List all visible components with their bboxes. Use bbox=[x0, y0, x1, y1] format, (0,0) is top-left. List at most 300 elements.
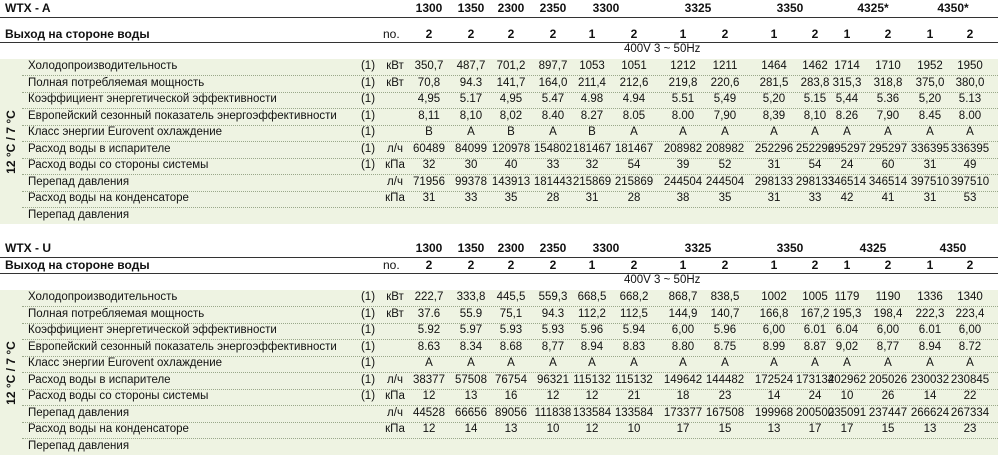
models-header-row bbox=[0, 0, 998, 16]
value-cell: 167,2 bbox=[800, 307, 830, 320]
table-row bbox=[22, 307, 998, 324]
footnote-ref: (1) bbox=[360, 93, 376, 105]
value-cell: 8.83 bbox=[622, 340, 646, 353]
unit-label: л/ч bbox=[387, 406, 403, 419]
value-cell: 8.99 bbox=[762, 340, 786, 353]
footnote-ref: (1) bbox=[360, 76, 376, 89]
value-cell: 6,00 bbox=[671, 324, 695, 336]
voltage-label: 400V 3 ~ 50Hz bbox=[624, 274, 701, 286]
value-cell: 380,0 bbox=[955, 76, 985, 89]
value-cell: 8,77 bbox=[876, 340, 900, 353]
value-cell: A bbox=[811, 357, 819, 369]
value-cell: 10 bbox=[627, 423, 641, 435]
rule bbox=[0, 273, 998, 274]
value-cell: 112,5 bbox=[620, 307, 648, 320]
value-cell: 318,8 bbox=[873, 76, 903, 89]
value-cell: 8.05 bbox=[622, 109, 646, 122]
value-cell: 89056 bbox=[495, 406, 527, 419]
circuit-count: 2 bbox=[630, 258, 638, 272]
value-cell: A bbox=[884, 357, 892, 369]
circuit-count: 2 bbox=[721, 258, 729, 272]
value-cell: 31 bbox=[923, 159, 937, 171]
value-cell: 33 bbox=[546, 159, 560, 171]
value-cell: 53 bbox=[963, 192, 977, 204]
model-col: 3325 bbox=[684, 1, 712, 15]
value-cell: 8,10 bbox=[803, 109, 827, 122]
value-cell: 6.01 bbox=[803, 324, 827, 336]
parameter-label: Перепад давления bbox=[28, 208, 130, 221]
value-cell: 17 bbox=[840, 423, 854, 435]
circuit-count: 2 bbox=[721, 27, 729, 41]
value-cell: A bbox=[549, 357, 557, 369]
value-cell: 10 bbox=[546, 423, 560, 435]
parameter-label: Европейский сезонный показатель энергоэффективности bbox=[28, 340, 337, 353]
value-cell: 17 bbox=[676, 423, 690, 435]
table-row bbox=[22, 439, 998, 456]
circuit-count: 2 bbox=[507, 258, 515, 272]
value-cell: 1462 bbox=[802, 60, 828, 72]
value-cell: 115132 bbox=[573, 373, 611, 386]
value-cell: 346514 bbox=[868, 175, 908, 188]
value-cell: 8.72 bbox=[958, 340, 982, 353]
value-cell: 12 bbox=[422, 423, 436, 435]
value-cell: A bbox=[630, 126, 638, 138]
value-cell: 1190 bbox=[875, 291, 901, 303]
value-cell: 14 bbox=[464, 423, 478, 435]
value-cell: 868,7 bbox=[668, 291, 698, 303]
value-cell: 38 bbox=[676, 192, 690, 204]
value-cell: B bbox=[588, 126, 596, 138]
value-cell: 31 bbox=[923, 192, 937, 204]
value-cell: 12 bbox=[585, 390, 599, 402]
circuit-count: 2 bbox=[425, 258, 433, 272]
value-cell: 164,0 bbox=[538, 76, 568, 89]
value-cell: 172524 bbox=[754, 373, 794, 386]
parameter-label: Коэффициент энергетической эффективности bbox=[28, 324, 277, 336]
value-cell: A bbox=[467, 357, 475, 369]
value-cell: 8.27 bbox=[580, 109, 604, 122]
value-cell: 111838 bbox=[534, 406, 572, 419]
value-cell: 5,49 bbox=[713, 93, 737, 105]
circuit-count: 1 bbox=[770, 27, 778, 41]
water-side-label: Выход на стороне воды bbox=[5, 258, 150, 272]
value-cell: 5.93 bbox=[499, 324, 523, 336]
value-cell: 133584 bbox=[614, 406, 654, 419]
value-cell: 8,77 bbox=[541, 340, 565, 353]
table-row bbox=[22, 406, 998, 423]
value-cell: 120978 bbox=[491, 142, 531, 155]
value-cell: 14 bbox=[767, 390, 781, 402]
value-cell: 5.47 bbox=[541, 93, 565, 105]
value-cell: A bbox=[770, 357, 778, 369]
footnote-ref: (1) bbox=[360, 340, 376, 353]
value-cell: 76754 bbox=[495, 373, 527, 386]
value-cell: 219,8 bbox=[668, 76, 698, 89]
value-cell: 668,5 bbox=[577, 291, 607, 303]
value-cell: 8.00 bbox=[671, 109, 695, 122]
parameter-label: Перепад давления bbox=[28, 439, 130, 452]
value-cell: 141,7 bbox=[496, 76, 526, 89]
value-cell: 18 bbox=[676, 390, 690, 402]
model-col: 2300 bbox=[497, 241, 525, 255]
voltage-label: 400V 3 ~ 50Hz bbox=[624, 43, 701, 55]
value-cell: 140,7 bbox=[710, 307, 740, 320]
value-cell: 1464 bbox=[761, 60, 787, 72]
model-col: 1350 bbox=[457, 1, 485, 15]
circuits-row bbox=[0, 257, 998, 273]
section-title: WTX - U bbox=[5, 241, 51, 255]
value-cell: 267334 bbox=[950, 406, 990, 419]
value-cell: 30 bbox=[464, 159, 478, 171]
value-cell: 38377 bbox=[413, 373, 445, 386]
circuit-count: 2 bbox=[425, 27, 433, 41]
parameter-label: Класс энергии Eurovent охлаждение bbox=[28, 126, 223, 138]
value-cell: 5.92 bbox=[417, 324, 441, 336]
unit-label: кВт bbox=[386, 76, 404, 89]
value-cell: A bbox=[770, 126, 778, 138]
value-cell: 701,2 bbox=[496, 60, 526, 72]
value-cell: 8.68 bbox=[499, 340, 523, 353]
value-cell: 44528 bbox=[413, 406, 445, 419]
value-cell: 8,02 bbox=[499, 109, 523, 122]
circuit-count: 2 bbox=[884, 27, 892, 41]
circuit-count: 1 bbox=[588, 258, 596, 272]
value-cell: 33 bbox=[808, 192, 822, 204]
value-cell: 70,8 bbox=[417, 76, 441, 89]
value-cell: 208982 bbox=[705, 142, 745, 155]
value-cell: 24 bbox=[808, 390, 822, 402]
value-cell: A bbox=[721, 126, 729, 138]
value-cell: 96321 bbox=[537, 373, 569, 386]
value-cell: 445,5 bbox=[496, 291, 526, 303]
value-cell: 5.36 bbox=[876, 93, 900, 105]
value-cell: B bbox=[425, 126, 433, 138]
footnote-ref: (1) bbox=[360, 357, 376, 369]
value-cell: 181467 bbox=[572, 142, 612, 155]
value-cell: 244504 bbox=[705, 175, 745, 188]
value-cell: 35 bbox=[504, 192, 518, 204]
value-cell: 5.96 bbox=[580, 324, 604, 336]
model-col: 1350 bbox=[457, 241, 485, 255]
table-row bbox=[22, 356, 998, 373]
model-col: 4350* bbox=[937, 1, 969, 15]
value-cell: 375,0 bbox=[915, 76, 945, 89]
section-title: WTX - A bbox=[5, 1, 51, 15]
value-cell: 195,3 bbox=[832, 307, 862, 320]
value-cell: 559,3 bbox=[538, 291, 568, 303]
value-cell: 23 bbox=[718, 390, 732, 402]
value-cell: 115132 bbox=[615, 373, 653, 386]
value-cell: 897,7 bbox=[538, 60, 568, 72]
unit-label: кВт bbox=[386, 307, 404, 320]
value-cell: 244504 bbox=[663, 175, 703, 188]
no-label: no. bbox=[383, 27, 400, 41]
value-cell: 15 bbox=[718, 423, 732, 435]
value-cell: A bbox=[630, 357, 638, 369]
table-row bbox=[22, 158, 998, 175]
value-cell: A bbox=[467, 126, 475, 138]
value-cell: 199968 bbox=[754, 406, 794, 419]
value-cell: 8.00 bbox=[958, 109, 982, 122]
circuit-count: 2 bbox=[467, 27, 475, 41]
circuit-count: 1 bbox=[926, 27, 934, 41]
circuit-count: 1 bbox=[679, 258, 687, 272]
value-cell: 295297 bbox=[868, 142, 908, 155]
table-row bbox=[22, 290, 998, 307]
circuits-row bbox=[0, 26, 998, 42]
unit-label: кПа bbox=[385, 159, 405, 171]
table-row bbox=[22, 340, 998, 357]
value-cell: 154802 bbox=[533, 142, 573, 155]
value-cell: 336395 bbox=[910, 142, 950, 155]
footnote-ref: (1) bbox=[360, 126, 376, 138]
value-cell: 8,39 bbox=[762, 109, 786, 122]
table-row bbox=[22, 373, 998, 390]
value-cell: 14 bbox=[923, 390, 937, 402]
circuit-count: 2 bbox=[507, 27, 515, 41]
parameter-label: Перепад давления bbox=[28, 406, 130, 419]
footnote-ref: (1) bbox=[360, 291, 376, 303]
value-cell: 223,4 bbox=[955, 307, 985, 320]
circuit-count: 2 bbox=[884, 258, 892, 272]
value-cell: 281,5 bbox=[759, 76, 789, 89]
value-cell: 5.15 bbox=[803, 93, 827, 105]
value-cell: 13 bbox=[464, 390, 478, 402]
value-cell: 838,5 bbox=[710, 291, 740, 303]
value-cell: 112,2 bbox=[578, 307, 606, 320]
table-row bbox=[22, 125, 998, 142]
value-cell: 215869 bbox=[572, 175, 612, 188]
value-cell: A bbox=[884, 126, 892, 138]
value-cell: A bbox=[507, 357, 515, 369]
value-cell: 55.9 bbox=[459, 307, 483, 320]
table-row bbox=[22, 191, 998, 208]
circuit-count: 1 bbox=[843, 27, 851, 41]
value-cell: 16 bbox=[504, 390, 518, 402]
unit-label: л/ч bbox=[387, 175, 403, 188]
parameter-label: Холодопроизводительность bbox=[28, 291, 178, 303]
value-cell: 71956 bbox=[413, 175, 445, 188]
value-cell: 149642 bbox=[663, 373, 703, 386]
value-cell: 198,4 bbox=[873, 307, 903, 320]
footnote-ref: (1) bbox=[360, 373, 376, 386]
value-cell: 13 bbox=[504, 423, 518, 435]
value-cell: 173134 bbox=[795, 373, 835, 386]
parameter-label: Расход воды в испарителе bbox=[28, 373, 171, 386]
table-row bbox=[22, 142, 998, 159]
value-cell: 60489 bbox=[413, 142, 445, 155]
value-cell: B bbox=[507, 126, 515, 138]
value-cell: 230032 bbox=[910, 373, 950, 386]
value-cell: 24 bbox=[840, 159, 854, 171]
value-cell: 39 bbox=[676, 159, 690, 171]
parameter-label: Расход воды на конденсаторе bbox=[28, 423, 189, 435]
model-col: 3350 bbox=[776, 1, 804, 15]
table-row bbox=[22, 323, 998, 340]
value-cell: 5.97 bbox=[459, 324, 483, 336]
circuit-count: 2 bbox=[966, 27, 974, 41]
value-cell: 181443 bbox=[533, 175, 573, 188]
value-cell: 66656 bbox=[455, 406, 487, 419]
value-cell: 202962 bbox=[827, 373, 867, 386]
value-cell: 222,7 bbox=[414, 291, 444, 303]
footnote-ref: (1) bbox=[360, 159, 376, 171]
no-label: no. bbox=[383, 258, 400, 272]
circuit-count: 2 bbox=[467, 258, 475, 272]
value-cell: 42 bbox=[840, 192, 854, 204]
value-cell: A bbox=[549, 126, 557, 138]
value-cell: A bbox=[966, 126, 974, 138]
table-row bbox=[22, 76, 998, 93]
parameter-label: Полная потребляемая мощность bbox=[28, 307, 205, 320]
value-cell: A bbox=[588, 357, 596, 369]
parameter-label: Расход воды в испарителе bbox=[28, 142, 171, 155]
circuit-count: 1 bbox=[843, 258, 851, 272]
value-cell: 200500 bbox=[795, 406, 835, 419]
value-cell: 5.94 bbox=[622, 324, 646, 336]
value-cell: 52 bbox=[718, 159, 732, 171]
value-cell: 8.87 bbox=[803, 340, 827, 353]
value-cell: 10 bbox=[840, 390, 854, 402]
footnote-ref: (1) bbox=[360, 142, 376, 155]
value-cell: 12 bbox=[546, 390, 560, 402]
value-cell: 350,7 bbox=[414, 60, 444, 72]
value-cell: A bbox=[679, 126, 687, 138]
value-cell: 8.94 bbox=[918, 340, 942, 353]
value-cell: 1340 bbox=[957, 291, 983, 303]
value-cell: 5,44 bbox=[835, 93, 859, 105]
value-cell: 668,2 bbox=[619, 291, 649, 303]
value-cell: 143913 bbox=[491, 175, 531, 188]
value-cell: 1211 bbox=[712, 60, 738, 72]
value-cell: 75,1 bbox=[499, 307, 523, 320]
value-cell: 1051 bbox=[621, 60, 647, 72]
value-cell: 54 bbox=[808, 159, 822, 171]
value-cell: 1002 bbox=[761, 291, 787, 303]
value-cell: 230845 bbox=[950, 373, 990, 386]
value-cell: 99378 bbox=[455, 175, 487, 188]
value-cell: A bbox=[843, 357, 851, 369]
model-col: 1300 bbox=[415, 241, 443, 255]
value-cell: 8.45 bbox=[918, 109, 942, 122]
table-row bbox=[22, 59, 998, 76]
value-cell: 26 bbox=[881, 390, 895, 402]
value-cell: 6.04 bbox=[835, 324, 859, 336]
model-col: 2350 bbox=[539, 1, 567, 15]
value-cell: A bbox=[926, 357, 934, 369]
value-cell: 212,6 bbox=[619, 76, 649, 89]
value-cell: 5.13 bbox=[958, 93, 982, 105]
value-cell: 31 bbox=[422, 192, 436, 204]
model-col: 2350 bbox=[539, 241, 567, 255]
value-cell: 60 bbox=[881, 159, 895, 171]
table-row bbox=[22, 208, 998, 225]
parameter-label: Холодопроизводительность bbox=[28, 60, 178, 72]
value-cell: 8,11 bbox=[418, 109, 440, 122]
parameter-label: Расход воды на конденсаторе bbox=[28, 192, 189, 204]
value-cell: 220,6 bbox=[710, 76, 740, 89]
value-cell: A bbox=[926, 126, 934, 138]
value-cell: 8.40 bbox=[541, 109, 565, 122]
circuit-count: 1 bbox=[926, 258, 934, 272]
parameter-label: Класс энергии Eurovent охлаждение bbox=[28, 357, 223, 369]
footnote-ref: (1) bbox=[360, 307, 376, 320]
value-cell: 215869 bbox=[614, 175, 654, 188]
value-cell: 5.17 bbox=[459, 93, 483, 105]
value-cell: 1714 bbox=[834, 60, 860, 72]
footnote-ref: (1) bbox=[360, 109, 376, 122]
value-cell: 8.63 bbox=[417, 340, 441, 353]
footnote-ref: (1) bbox=[360, 60, 376, 72]
value-cell: 6,00 bbox=[876, 324, 900, 336]
table-row bbox=[22, 175, 998, 192]
value-cell: 133584 bbox=[572, 406, 612, 419]
value-cell: 41 bbox=[881, 192, 895, 204]
value-cell: A bbox=[721, 357, 729, 369]
temperature-side-label: 12 °C / 7 °C bbox=[4, 340, 18, 405]
value-cell: 487,7 bbox=[456, 60, 486, 72]
model-col: 2300 bbox=[497, 1, 525, 15]
value-cell: 5,20 bbox=[918, 93, 942, 105]
data-body bbox=[0, 290, 998, 455]
parameter-label: Коэффициент энергетической эффективности bbox=[28, 93, 277, 105]
value-cell: 266624 bbox=[910, 406, 950, 419]
value-cell: 28 bbox=[546, 192, 560, 204]
circuit-count: 1 bbox=[770, 258, 778, 272]
value-cell: 166,8 bbox=[759, 307, 789, 320]
value-cell: 57508 bbox=[455, 373, 487, 386]
value-cell: 252296 bbox=[754, 142, 794, 155]
value-cell: 237447 bbox=[868, 406, 908, 419]
rule bbox=[0, 42, 998, 43]
value-cell: 8,10 bbox=[459, 109, 483, 122]
value-cell: 33 bbox=[464, 192, 478, 204]
value-cell: 4.94 bbox=[622, 93, 646, 105]
value-cell: 1212 bbox=[670, 60, 696, 72]
value-cell: 8.34 bbox=[459, 340, 483, 353]
value-cell: 222,3 bbox=[915, 307, 945, 320]
value-cell: 298133 bbox=[795, 175, 835, 188]
value-cell: 23 bbox=[963, 423, 977, 435]
table-row bbox=[22, 389, 998, 406]
value-cell: 205026 bbox=[868, 373, 908, 386]
footnote-ref: (1) bbox=[360, 324, 376, 336]
value-cell: 22 bbox=[963, 390, 977, 402]
model-col: 3300 bbox=[592, 1, 620, 15]
value-cell: 7,90 bbox=[876, 109, 900, 122]
parameter-label: Расход воды со стороны системы bbox=[28, 390, 209, 402]
value-cell: 252296 bbox=[795, 142, 835, 155]
circuit-count: 2 bbox=[630, 27, 638, 41]
value-cell: 181467 bbox=[614, 142, 654, 155]
model-col: 3350 bbox=[776, 241, 804, 255]
table-row bbox=[22, 109, 998, 126]
value-cell: 32 bbox=[585, 159, 599, 171]
value-cell: 336395 bbox=[950, 142, 990, 155]
unit-label: кПа bbox=[385, 192, 405, 204]
value-cell: 35 bbox=[718, 192, 732, 204]
value-cell: 167508 bbox=[705, 406, 745, 419]
value-cell: 12 bbox=[422, 390, 436, 402]
model-col: 3300 bbox=[592, 241, 620, 255]
value-cell: 315,3 bbox=[832, 76, 862, 89]
unit-label: кВт bbox=[386, 291, 404, 303]
value-cell: 21 bbox=[627, 390, 641, 402]
value-cell: A bbox=[679, 357, 687, 369]
value-cell: 1336 bbox=[917, 291, 943, 303]
data-body bbox=[0, 59, 998, 224]
value-cell: 208982 bbox=[663, 142, 703, 155]
